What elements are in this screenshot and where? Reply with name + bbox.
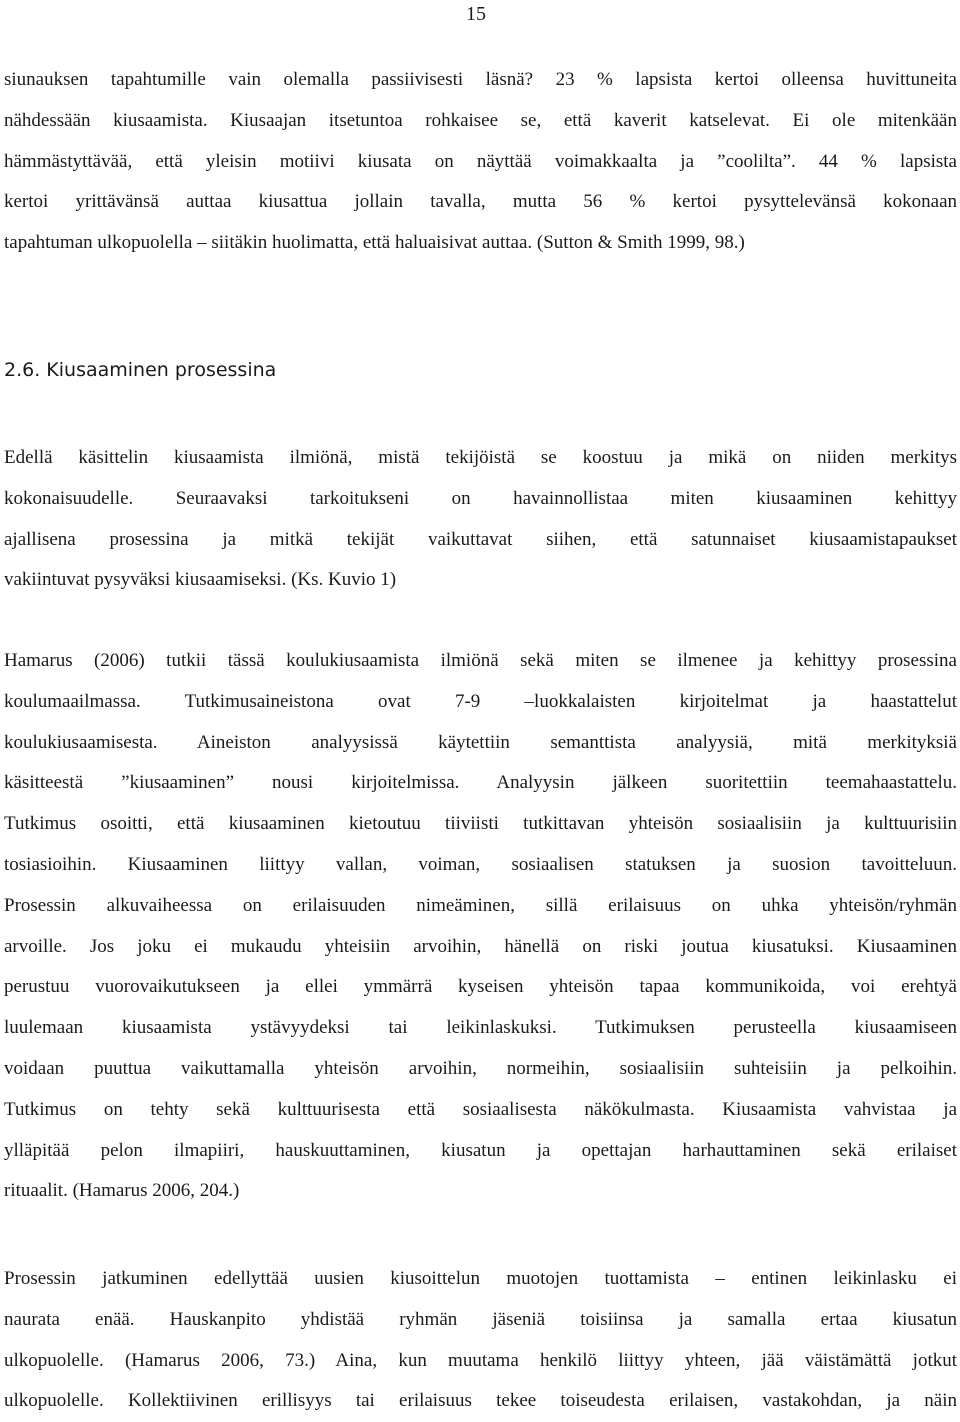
paragraph-line: naurata enää. Hauskanpito yhdistää ryhmän jäseniä toisiinsa ja samalla ertaa kiusatun [4, 1308, 957, 1330]
paragraph-line: luulemaan kiusaamista ystävyydeksi tai leikinlaskuksi. Tutkimuksen perusteella kiusaamiseen [4, 1017, 957, 1039]
paragraph-line: Edellä käsittelin kiusaamista ilmiönä, mistä tekijöistä se koostuu ja mikä on niiden merkitys [4, 447, 957, 468]
paragraph-process-continuation [4, 1259, 957, 1422]
paragraph-line: Tutkimus on tehty sekä kulttuurisesta että sosiaalisesta näkökulmasta. Kiusaamista vahvistaa ja [4, 1098, 957, 1120]
paragraph-line: ylläpitää pelon ilmapiiri, hauskuuttaminen, kiusatun ja opettajan harhauttaminen sekä erilaiset [4, 1139, 957, 1161]
paragraph-hamarus [4, 641, 957, 1212]
paragraph-line: Prosessin jatkuminen edellyttää uusien kiusoittelun muotojen tuottamista – entinen leikinlasku ei [4, 1268, 957, 1289]
paragraph-line: kokonaisuudelle. Seuraavaksi tarkoitukseni on havainnollistaa miten kiusaaminen kehittyy [4, 487, 957, 509]
paragraph-line: ajallisena prosessina ja mitkä tekijät vaikuttavat siihen, että satunnaiset kiusaamistapaukset [4, 528, 957, 550]
paragraph-sutton-smith [4, 60, 957, 264]
paragraph-line: tosiasioihin. Kiusaaminen liittyy vallan, voiman, sosiaalisen statuksen ja suosion tavoitteluun. [4, 853, 957, 875]
paragraph-line: arvoille. Jos joku ei mukaudu yhteisiin arvoihin, hänellä on riski joutua kiusatuksi. Kiusaaminen [4, 935, 957, 957]
paragraph-line: nähdessään kiusaamista. Kiusaajan itsetuntoa rohkaisee se, että kaverit katselevat. Ei ole mitenkään [4, 109, 957, 131]
paragraph-line: kertoi yrittävänsä auttaa kiusattua jollain tavalla, mutta 56 % kertoi pysyttelevänsä kokonaan [4, 191, 957, 213]
paragraph-line: koulumaailmassa. Tutkimusaineistona ovat 7-9 –luokkalaisten kirjoitelmat ja haastattelut [4, 690, 957, 712]
paragraph-line: Tutkimus osoitti, että kiusaaminen kietoutuu tiiviisti tutkittavan yhteisön sosiaalisiin ja kulttuurisiin [4, 813, 957, 835]
paragraph-intro [4, 438, 957, 601]
paragraph-line: ulkopuolelle. Kollektiivinen erillisyys tai erilaisuus tekee toiseudesta erilaisen, vastakohdan, ja näin [4, 1390, 957, 1412]
section-heading: 2.6. Kiusaaminen prosessina [4, 359, 277, 381]
paragraph-line: siunauksen tapahtumille vain olemalla passiivisesti läsnä? 23 % lapsista kertoi olleensa huvittuneita [4, 69, 957, 90]
paragraph-line: koulukiusaamisesta. Aineiston analyysissä käytettiin semanttista analyysiä, mitä merkityksiä [4, 731, 957, 753]
paragraph-line: perustuu vuorovaikutukseen ja ellei ymmärrä kyseisen yhteisön tapaa kommunikoida, voi erehtyä [4, 976, 957, 998]
paragraph-line: hämmästyttävää, että yleisin motiivi kiusata on näyttää voimakkaalta ja ”coolilta”. 44 % lapsista [4, 150, 957, 172]
paragraph-line: ulkopuolelle. (Hamarus 2006, 73.) Aina, kun muutama henkilö liittyy yhteen, jää väistämättä jotkut [4, 1349, 957, 1371]
paragraph-line: käsitteestä ”kiusaaminen” nousi kirjoitelmissa. Analyysin jälkeen suoritettiin teemahaastattelu. [4, 772, 957, 794]
paragraph-line: tapahtuman ulkopuolella – siitäkin huolimatta, että haluaisivat auttaa. (Sutton & Smith 1999, 98.) [4, 232, 745, 254]
paragraph-line: Hamarus (2006) tutkii tässä koulukiusaamista ilmiönä sekä miten se ilmenee ja kehittyy prosessina [4, 650, 957, 671]
page-number: 15 [466, 3, 486, 25]
paragraph-line: Prosessin alkuvaiheessa on erilaisuuden nimeäminen, sillä erilaisuus on uhka yhteisön/ryhmän [4, 894, 957, 916]
paragraph-line: vakiintuvat pysyväksi kiusaamiseksi. (Ks. Kuvio 1) [4, 569, 397, 591]
paragraph-line: rituaalit. (Hamarus 2006, 204.) [4, 1180, 240, 1202]
paragraph-line: voidaan puuttua vaikuttamalla yhteisön arvoihin, normeihin, sosiaalisiin suhteisiin ja pelkoihin. [4, 1057, 957, 1079]
